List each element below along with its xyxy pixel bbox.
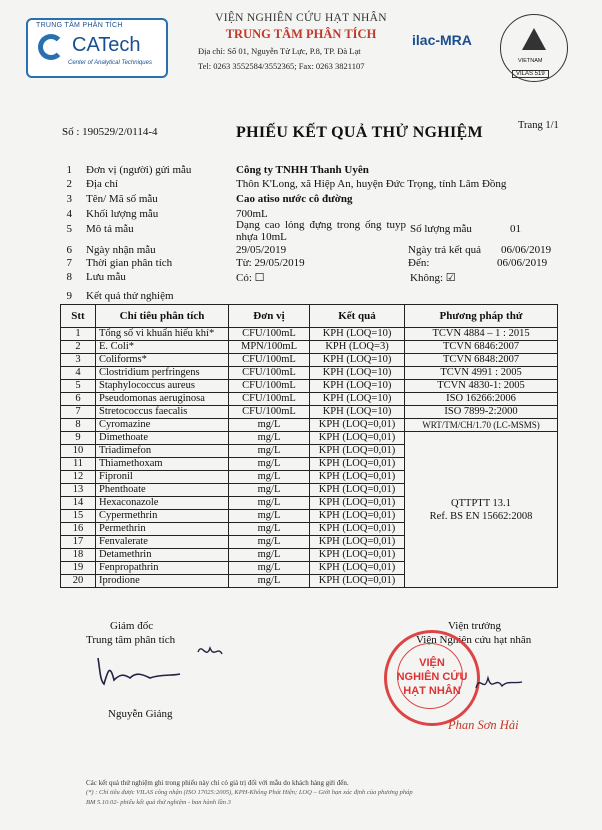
info-row-value: 700mL bbox=[236, 208, 268, 220]
info-row-label: Thời gian phân tích bbox=[86, 257, 173, 269]
table-row bbox=[61, 432, 558, 445]
cell-stt: 9 bbox=[61, 432, 96, 445]
cell-unit: CFU/100mL bbox=[229, 406, 310, 419]
cell-result: KPH (LOQ=10) bbox=[310, 406, 405, 419]
cell-stt: 11 bbox=[61, 458, 96, 471]
left-signer-org: Trung tâm phân tích bbox=[86, 634, 176, 646]
vilas-triangle-icon bbox=[522, 28, 546, 50]
logo-sub-text: Center of Analytical Techniques bbox=[68, 60, 152, 66]
cell-stt: 19 bbox=[61, 562, 96, 575]
no-retain-checkbox: Không: ☑ bbox=[410, 272, 456, 284]
left-signer-name: Nguyễn Giảng bbox=[108, 708, 173, 720]
merged-method-line-2: Ref. BS EN 15662:2008 bbox=[429, 510, 533, 522]
info-row-number: 7 bbox=[66, 257, 72, 269]
right-signature-icon bbox=[470, 664, 530, 704]
cell-result: KPH (LOQ=0,01) bbox=[310, 549, 405, 562]
cell-unit: MPN/100mL bbox=[229, 341, 310, 354]
institute-stamp-icon bbox=[384, 630, 480, 726]
info-row-number: 6 bbox=[66, 244, 72, 256]
cell-method: TCVN 6846:2007 bbox=[405, 341, 558, 354]
cell-result: KPH (LOQ=0,01) bbox=[310, 458, 405, 471]
table-row bbox=[61, 328, 558, 341]
institute-name: VIỆN NGHIÊN CỨU HẠT NHÂN bbox=[215, 12, 387, 24]
info-row-number: 9 bbox=[66, 290, 72, 302]
cell-unit: mg/L bbox=[229, 497, 310, 510]
cell-unit: CFU/100mL bbox=[229, 367, 310, 380]
info-row-label: Lưu mẫu bbox=[86, 271, 126, 283]
cell-unit: mg/L bbox=[229, 549, 310, 562]
logo-top-text: TRUNG TÂM PHÂN TÍCH bbox=[36, 22, 123, 29]
cell-unit: CFU/100mL bbox=[229, 380, 310, 393]
cell-parameter: Phenthoate bbox=[96, 484, 229, 497]
cell-stt: 6 bbox=[61, 393, 96, 406]
table-header-row bbox=[61, 305, 558, 328]
info-row-label: Tên/ Mã số mẫu bbox=[86, 193, 158, 205]
results-table bbox=[60, 304, 558, 588]
info-row-value: 29/05/2019 bbox=[236, 244, 287, 256]
cell-stt: 13 bbox=[61, 484, 96, 497]
cell-result: KPH (LOQ=0,01) bbox=[310, 419, 405, 432]
table-row bbox=[61, 419, 558, 432]
cell-parameter: Tổng số vi khuẩn hiếu khí* bbox=[96, 328, 229, 341]
cell-unit: mg/L bbox=[229, 562, 310, 575]
vietnam-text: VIETNAM bbox=[518, 58, 543, 64]
cell-parameter: Iprodione bbox=[96, 575, 229, 588]
info-row-label: Mô tả mẫu bbox=[86, 223, 134, 235]
left-signature-icon bbox=[80, 640, 240, 700]
cell-stt: 8 bbox=[61, 419, 96, 432]
info-row-number: 4 bbox=[66, 208, 72, 220]
info-row-value: Có: ☐ bbox=[236, 272, 265, 284]
cell-method: ISO 16266:2006 bbox=[405, 393, 558, 406]
table-row bbox=[61, 354, 558, 367]
cell-result: KPH (LOQ=0,01) bbox=[310, 471, 405, 484]
cell-result: KPH (LOQ=0,01) bbox=[310, 497, 405, 510]
cell-unit: mg/L bbox=[229, 510, 310, 523]
to-date-value: 06/06/2019 bbox=[497, 257, 548, 269]
stamp-line-1: VIỆN bbox=[419, 657, 445, 669]
cell-parameter: Thiamethoxam bbox=[96, 458, 229, 471]
cell-method: TCVN 4830-1: 2005 bbox=[405, 380, 558, 393]
page-number: Trang 1/1 bbox=[518, 120, 559, 131]
center-name: TRUNG TÂM PHÂN TÍCH bbox=[225, 27, 377, 41]
col-header-unit: Đơn vị bbox=[229, 305, 310, 328]
cell-result: KPH (LOQ=10) bbox=[310, 380, 405, 393]
cell-result: KPH (LOQ=0,01) bbox=[310, 432, 405, 445]
cell-parameter: Fenvalerate bbox=[96, 536, 229, 549]
address: Địa chỉ: Số 01, Nguyễn Tử Lực, P.8, TP. Đà Lạt bbox=[198, 46, 361, 56]
cell-stt: 3 bbox=[61, 354, 96, 367]
cell-result: KPH (LOQ=10) bbox=[310, 328, 405, 341]
cell-result: KPH (LOQ=0,01) bbox=[310, 445, 405, 458]
return-date-value: 06/06/2019 bbox=[501, 244, 552, 256]
logo-c-icon bbox=[38, 34, 64, 60]
cell-unit: mg/L bbox=[229, 536, 310, 549]
cell-unit: mg/L bbox=[229, 575, 310, 588]
info-row-label: Đơn vị (người) gửi mẫu bbox=[86, 164, 192, 176]
info-row-value: Thôn K'Long, xã Hiệp An, huyện Đức Trọng, tỉnh Lâm Đồng bbox=[236, 178, 507, 190]
cell-parameter: Cypermethrin bbox=[96, 510, 229, 523]
cell-stt: 5 bbox=[61, 380, 96, 393]
merged-method-line-1: QTTPTT 13.1 bbox=[451, 497, 511, 509]
cell-stt: 4 bbox=[61, 367, 96, 380]
cell-unit: mg/L bbox=[229, 432, 310, 445]
info-row-value: Dạng cao lỏng đựng trong ống tuyp nhựa 10mL bbox=[236, 219, 406, 243]
info-row-label: Địa chỉ bbox=[86, 178, 119, 190]
cell-method: TCVN 6848:2007 bbox=[405, 354, 558, 367]
cell-unit: mg/L bbox=[229, 419, 310, 432]
cell-parameter: E. Coli* bbox=[96, 341, 229, 354]
to-date-label: Đến: bbox=[408, 257, 430, 269]
cell-parameter: Clostridium perfringens bbox=[96, 367, 229, 380]
left-signer-title: Giám đốc bbox=[110, 620, 154, 632]
document-number: Số : 190529/2/0114-4 bbox=[62, 126, 158, 138]
cell-parameter: Staphylococcus aureus bbox=[96, 380, 229, 393]
document-title: PHIẾU KẾT QUẢ THỬ NGHIỆM bbox=[236, 124, 483, 141]
cell-method: TCVN 4991 : 2005 bbox=[405, 367, 558, 380]
table-row bbox=[61, 380, 558, 393]
catech-logo bbox=[26, 18, 168, 78]
cell-stt: 2 bbox=[61, 341, 96, 354]
cell-stt: 14 bbox=[61, 497, 96, 510]
right-signer-title: Viện trưởng bbox=[448, 620, 501, 632]
cell-result: KPH (LOQ=0,01) bbox=[310, 575, 405, 588]
col-header-stt: Stt bbox=[61, 305, 96, 328]
cell-unit: mg/L bbox=[229, 484, 310, 497]
info-row-number: 8 bbox=[66, 271, 72, 283]
cell-stt: 1 bbox=[61, 328, 96, 341]
col-header-result: Kết quả bbox=[310, 305, 405, 328]
vilas-number: VILAS 519 bbox=[512, 70, 549, 78]
info-row-value: Từ: 29/05/2019 bbox=[236, 257, 305, 269]
table-row bbox=[61, 367, 558, 380]
footer-legend: (*) : Chỉ tiêu được VILAS công nhận (ISO 17025:2005), KPH-Không Phát Hiện; LOQ – Giới hạn xác định của phương pháp bbox=[86, 789, 413, 796]
cell-result: KPH (LOQ=10) bbox=[310, 367, 405, 380]
cell-stt: 12 bbox=[61, 471, 96, 484]
return-date-label: Ngày trả kết quả bbox=[408, 244, 481, 256]
cell-unit: mg/L bbox=[229, 471, 310, 484]
stamp-line-3: HẠT NHÂN bbox=[403, 685, 461, 697]
cell-stt: 16 bbox=[61, 523, 96, 536]
table-row bbox=[61, 406, 558, 419]
cell-parameter: Fenpropathrin bbox=[96, 562, 229, 575]
cell-stt: 18 bbox=[61, 549, 96, 562]
cell-result: KPH (LOQ=0,01) bbox=[310, 510, 405, 523]
cell-result: KPH (LOQ=0,01) bbox=[310, 562, 405, 575]
cell-method: ISO 7899-2:2000 bbox=[405, 406, 558, 419]
info-row-label: Kết quả thử nghiệm bbox=[86, 290, 174, 302]
cell-result: KPH (LOQ=10) bbox=[310, 354, 405, 367]
cell-parameter: Dimethoate bbox=[96, 432, 229, 445]
cell-unit: CFU/100mL bbox=[229, 354, 310, 367]
cell-parameter: Permethrin bbox=[96, 523, 229, 536]
info-row-number: 5 bbox=[66, 223, 72, 235]
cell-parameter: Cyromazine bbox=[96, 419, 229, 432]
cell-stt: 10 bbox=[61, 445, 96, 458]
sample-qty-label: Số lượng mẫu bbox=[410, 223, 472, 235]
cell-parameter: Hexaconazole bbox=[96, 497, 229, 510]
cell-result: KPH (LOQ=10) bbox=[310, 393, 405, 406]
cell-result: KPH (LOQ=3) bbox=[310, 341, 405, 354]
cell-parameter: Triadimefon bbox=[96, 445, 229, 458]
sample-qty-value: 01 bbox=[510, 223, 521, 235]
cell-result: KPH (LOQ=0,01) bbox=[310, 523, 405, 536]
cell-unit: mg/L bbox=[229, 445, 310, 458]
col-header-method: Phương pháp thử bbox=[405, 305, 558, 328]
info-row-value: Cao atiso nước cô đường bbox=[236, 193, 353, 205]
info-row-number: 2 bbox=[66, 178, 72, 190]
phone-fax: Tel: 0263 3552584/3552365; Fax: 0263 3821107 bbox=[198, 61, 365, 71]
cell-result: KPH (LOQ=0,01) bbox=[310, 484, 405, 497]
logo-main-text: CATech bbox=[72, 34, 141, 56]
ilac-mra-logo: ilac-MRA bbox=[412, 32, 472, 48]
cell-parameter: Fipronil bbox=[96, 471, 229, 484]
cell-method: WRT/TM/CH/1.70 (LC-MSMS) bbox=[405, 419, 558, 432]
cell-parameter: Pseudomonas aeruginosa bbox=[96, 393, 229, 406]
cell-parameter: Stretococcus faecalis bbox=[96, 406, 229, 419]
right-signer-org: Viện Nghiên cứu hạt nhân bbox=[416, 634, 532, 646]
info-row-value: Công ty TNHH Thanh Uyên bbox=[236, 164, 369, 176]
cell-stt: 15 bbox=[61, 510, 96, 523]
table-row bbox=[61, 393, 558, 406]
footer-note: Các kết quả thử nghiệm ghi trong phiếu này chỉ có giá trị đối với mẫu do khách hàng gửi đến. bbox=[86, 779, 349, 787]
col-header-parameter: Chỉ tiêu phân tích bbox=[96, 305, 229, 328]
right-signer-name: Phan Sơn Hải bbox=[448, 718, 519, 732]
cell-stt: 20 bbox=[61, 575, 96, 588]
stamp-line-2: NGHIÊN CỨU bbox=[396, 671, 468, 683]
cell-unit: CFU/100mL bbox=[229, 328, 310, 341]
cell-unit: mg/L bbox=[229, 458, 310, 471]
cell-unit: CFU/100mL bbox=[229, 393, 310, 406]
info-row-number: 3 bbox=[66, 193, 72, 205]
cell-parameter: Detamethrin bbox=[96, 549, 229, 562]
cell-unit: mg/L bbox=[229, 523, 310, 536]
info-row-number: 1 bbox=[66, 164, 72, 176]
info-row-label: Khối lượng mẫu bbox=[86, 208, 159, 220]
cell-method bbox=[405, 432, 558, 588]
footer-form-code: BM 5.10.02- phiếu kết quả thử nghiệm - ban hành lần 3 bbox=[86, 799, 231, 806]
cell-method: TCVN 4884 – 1 : 2015 bbox=[405, 328, 558, 341]
cell-parameter: Coliforms* bbox=[96, 354, 229, 367]
cell-stt: 17 bbox=[61, 536, 96, 549]
table-row bbox=[61, 341, 558, 354]
cell-stt: 7 bbox=[61, 406, 96, 419]
info-row-label: Ngày nhận mẫu bbox=[86, 244, 156, 256]
cell-result: KPH (LOQ=0,01) bbox=[310, 536, 405, 549]
